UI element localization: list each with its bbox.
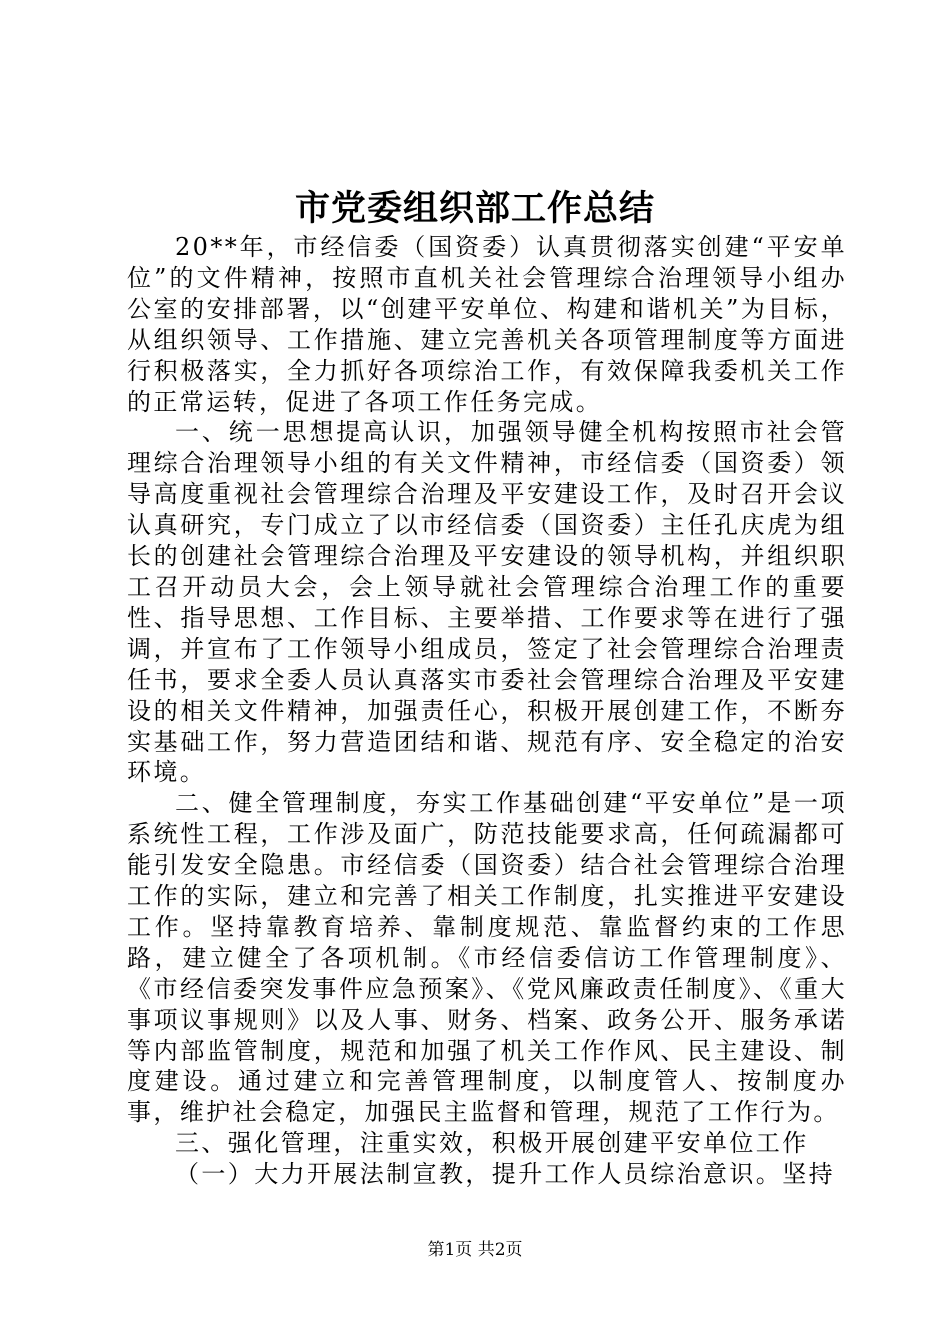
document-body <box>127 232 847 1190</box>
paragraph-section-3-item-1: （一）大力开展法制宣教，提升工作人员综治意识。坚持 <box>175 1160 835 1189</box>
paragraph-section-3-heading: 三、强化管理，注重实效，积极开展创建平安单位工作 <box>175 1129 809 1158</box>
paragraph-section-1: 一、统一思想提高认识，加强领导健全机构按照市社会管理综合治理领导小组的有关文件精神，市经信委（国资委）领导高度重视社会管理综合治理及平安建设工作，及时召开会议认真研究，专门成立了以市经信委（国资委）主任孔庆虎为组长的创建社会管理综合治理及平安建设的领导机构，并组织职工召开动员大会，会上领导就社会管理综合治理工作的重要性、指导思想、工作目标、主要举措、工作要求等在进行了强调，并宣布了工作领导小组成员，签定了社会管理综合治理责任书，要求全委人员认真落实市委社会管理综合治理及平安建设的相关文件精神，加强责任心，积极开展创建工作，不断夯实基础工作，努力营造团结和谐、规范有序、安全稳定的治安环境。 <box>127 418 847 787</box>
paragraph-section-2: 二、健全管理制度，夯实工作基础创建“平安单位”是一项系统性工程，工作涉及面广，防范技能要求高，任何疏漏都可能引发安全隐患。市经信委（国资委）结合社会管理综合治理工作的实际，建立和完善了相关工作制度，扎实推进平安建设工作。坚持靠教育培养、靠制度规范、靠监督约束的工作思路，建立健全了各项机制。《市经信委信访工作管理制度》、《市经信委突发事件应急预案》、《党风廉政责任制度》、《重大事项议事规则》以及人事、财务、档案、政务公开、服务承诺等内部监管制度，规范和加强了机关工作作风、民主建设、制度建设。通过建立和完善管理制度，以制度管人、按制度办事，维护社会稳定，加强民主监督和管理，规范了工作行为。 <box>127 789 847 1127</box>
paragraph-intro: 20**年，市经信委（国资委）认真贯彻落实创建“平安单位”的文件精神，按照市直机关社会管理综合治理领导小组办公室的安排部署，以“创建平安单位、构建和谐机关”为目标，从组织领导、工作措施、建立完善机关各项管理制度等方面进行积极落实，全力抓好各项综治工作，有效保障我委机关工作的正常运转，促进了各项工作任务完成。 <box>127 233 847 416</box>
document-title: 市党委组织部工作总结 <box>294 188 655 229</box>
page-indicator: 第1页 共2页 <box>427 1240 523 1260</box>
